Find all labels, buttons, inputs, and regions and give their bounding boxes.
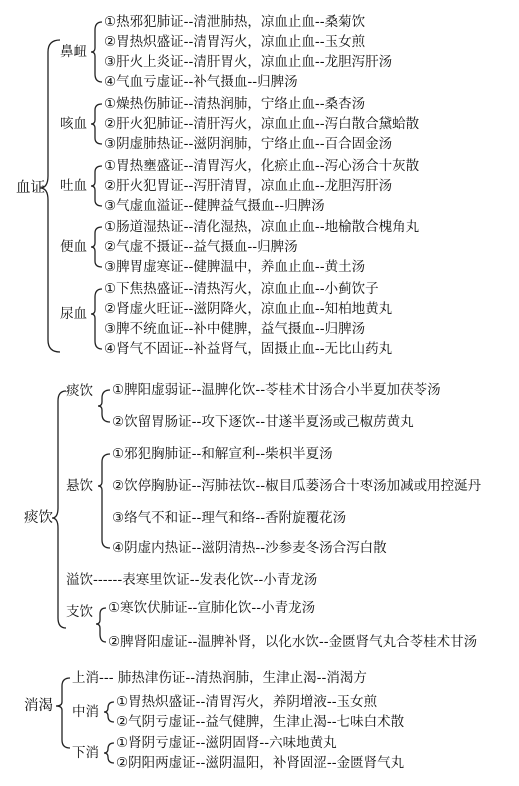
list-item: ③络气不和证--理气和络--香附旋覆花汤 (112, 510, 347, 526)
list-item: ①寒饮伏肺证--宣肺化饮--小青龙汤 (108, 600, 316, 616)
group-label-tu-xue: 吐血 (60, 178, 87, 194)
list-item: ①下焦热盛证--清热泻火，凉血止血--小蓟饮子 (104, 281, 379, 297)
list-item: ③气虚血溢证--健脾益气摄血--归脾汤 (104, 198, 325, 214)
list-item: ③脾不统血证--补中健脾，益气摄血--归脾汤 (104, 321, 366, 337)
yi-yin-line: 溢饮------表寒里饮证--发表化饮--小青龙汤 (66, 572, 318, 588)
tanyin-title: 痰饮 (24, 510, 53, 526)
group-label-tan-yin: 痰饮 (66, 383, 93, 399)
list-item: ④肾气不固证--补益肾气，固摄止血--无比山药丸 (104, 341, 393, 357)
group-label-zhong-xiao: 中消 (72, 704, 99, 720)
list-item: ②饮留胃肠证--攻下逐饮--甘遂半夏汤或己椒苈黄丸 (112, 414, 414, 430)
group-label-xia-xiao: 下消 (72, 745, 99, 761)
group-label-zhi-yin: 支饮 (66, 604, 93, 620)
list-item: ①肠道湿热证--清化湿热，凉血止血--地榆散合槐角丸 (104, 219, 420, 235)
list-item: ②肾虚火旺证--滋阴降火，凉血止血--知柏地黄丸 (104, 301, 393, 317)
xuezheng-title: 血证 (16, 180, 45, 196)
group-label-ke-xue: 咳血 (60, 116, 87, 132)
list-item: ①热邪犯肺证--清泄肺热，凉血止血--桑菊饮 (104, 14, 366, 30)
list-item: ③阴虚肺热证--滋阴润肺，宁络止血--百合固金汤 (104, 136, 393, 152)
upper-xiao-line: 上消--- 肺热津伤证--清热润肺，生津止渴--消渴方 (72, 670, 367, 686)
group-label-xuan-yin: 悬饮 (66, 478, 93, 494)
group-label-bi-nv: 鼻衄 (60, 44, 87, 60)
list-item: ②气虚不摄证--益气摄血--归脾汤 (104, 239, 298, 255)
group-label-bian-xue: 便血 (60, 239, 87, 255)
list-item: ①燥热伤肺证--清热润肺，宁络止血--桑杏汤 (104, 96, 366, 112)
list-item: ②肝火犯肺证--清肝泻火，凉血止血--泻白散合黛蛤散 (104, 116, 420, 132)
list-item: ②胃热炽盛证--清胃泻火，凉血止血--玉女煎 (104, 34, 366, 50)
list-item: ①邪犯胸肺证--和解宣利--柴枳半夏汤 (112, 446, 333, 462)
list-item: ④气血亏虚证--补气摄血--归脾汤 (104, 74, 298, 90)
list-item: ①胃热壅盛证--清胃泻火，化瘀止血--泻心汤合十灰散 (104, 158, 420, 174)
list-item: ④阴虚内热证--滋阴清热--沙参麦冬汤合泻白散 (112, 540, 387, 556)
list-item: ①脾阳虚弱证--温脾化饮--苓桂术甘汤合小半夏加茯苓汤 (112, 382, 441, 398)
list-item: ③脾胃虚寒证--健脾温中，养血止血--黄土汤 (104, 259, 366, 275)
xiaoke-title: 消渴 (24, 698, 53, 714)
list-item: ②脾肾阳虚证--温脾补肾，以化水饮--金匮肾气丸合苓桂术甘汤 (108, 634, 478, 650)
list-item: ①肾阴亏虚证--滋阴固肾--六味地黄丸 (116, 735, 337, 751)
list-item: ②肝火犯胃证--泻肝清胃，凉血止血--龙胆泻肝汤 (104, 178, 393, 194)
list-item: ②饮停胸胁证--泻肺祛饮--椒目瓜蒌汤合十枣汤加减或用控涎丹 (112, 478, 482, 494)
list-item: ③肝火上炎证--清肝胃火，凉血止血--龙胆泻肝汤 (104, 54, 393, 70)
list-item: ①胃热炽盛证--清胃泻火，养阴增液--玉女煎 (116, 694, 378, 710)
list-item: ②阴阳两虚证--滋阴温阳，补肾固涩--金匮肾气丸 (116, 755, 405, 771)
list-item: ②气阴亏虚证--益气健脾，生津止渴--七味白术散 (116, 714, 405, 730)
group-label-niao-xue: 尿血 (60, 306, 87, 322)
